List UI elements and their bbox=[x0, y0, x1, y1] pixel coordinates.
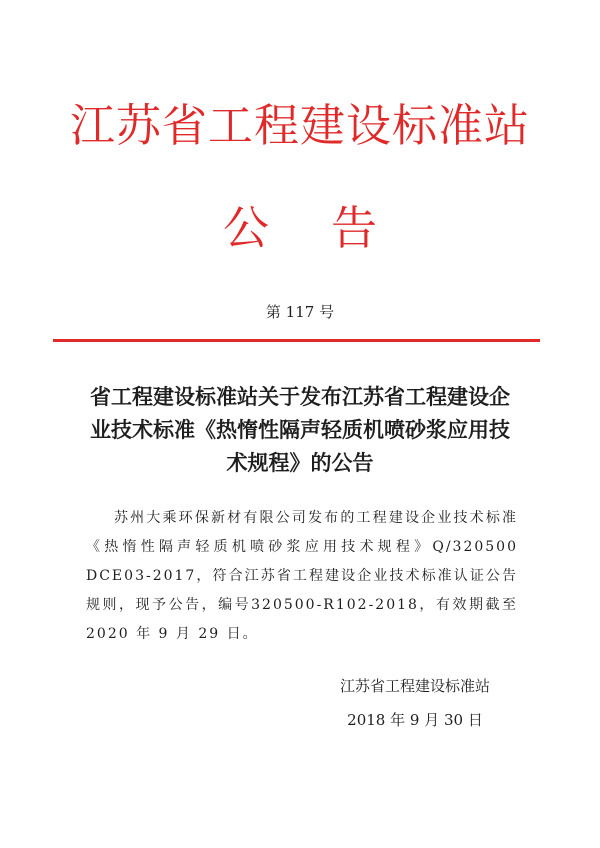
signature-date: 2018 年 9 月 30 日 bbox=[347, 711, 483, 729]
red-divider-line bbox=[53, 339, 540, 342]
document-number: 第 117 号 bbox=[265, 303, 335, 321]
signer-organization: 江苏省工程建设标准站 bbox=[339, 677, 490, 695]
organization-header: 江苏省工程建设标准站 bbox=[69, 99, 530, 152]
document-type-title: 公告 bbox=[223, 201, 439, 255]
notice-title: 省工程建设标准站关于发布江苏省工程建设企业技术标准《热惰性隔声轻质机喷砂浆应用技术规程》的公告 bbox=[90, 384, 510, 475]
notice-body: 苏州大乘环保新材有限公司发布的工程建设企业技术标准《热惰性隔声轻质机喷砂浆应用技术规程》Q/320500 DCE03-2017，符合江苏省工程建设企业技术标准认证公告规则，现予公告，编号320500-R102-2018，有效期截至 2020 年 9 月 29 日。 bbox=[86, 510, 518, 642]
